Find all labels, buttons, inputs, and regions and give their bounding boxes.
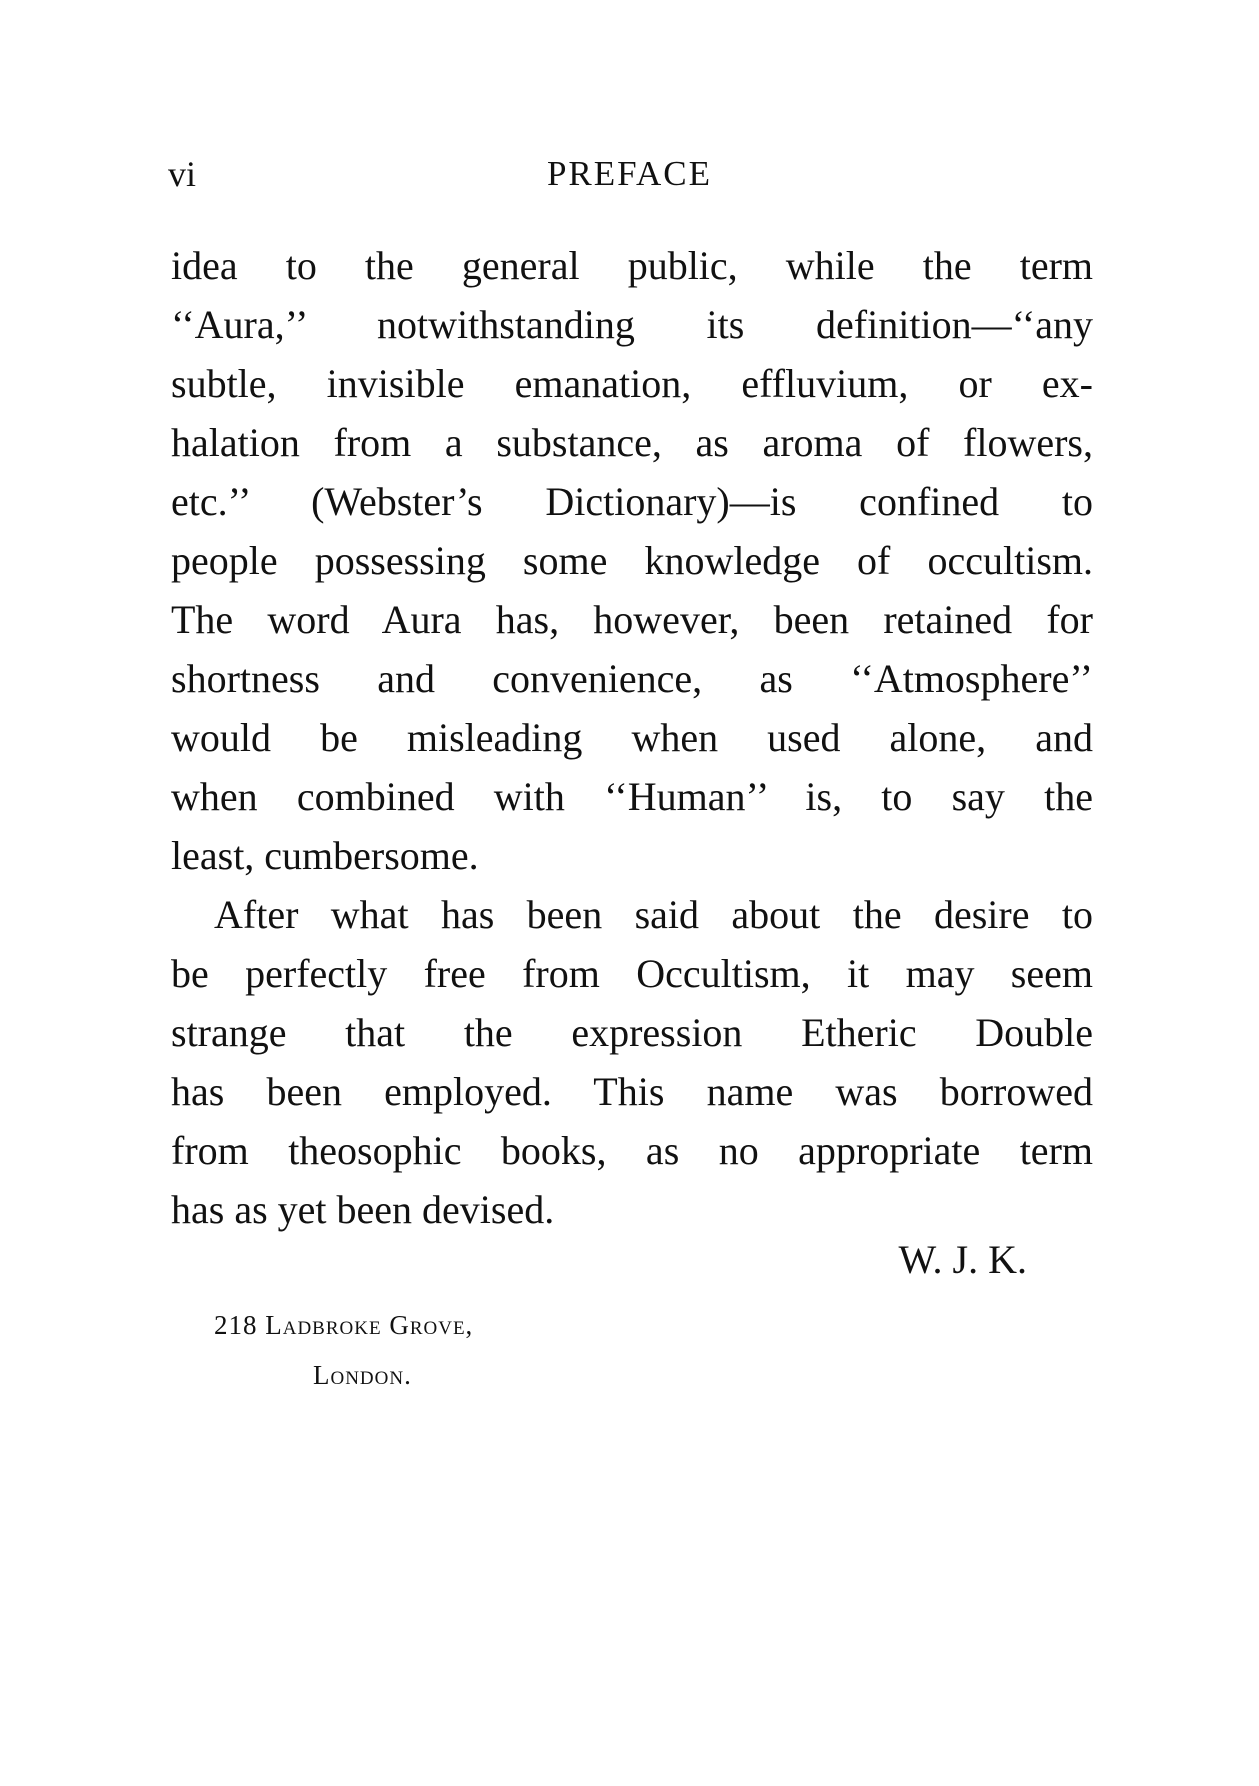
- text-line: The word Aura has, however, been retained for: [171, 597, 1093, 642]
- text-line: be perfectly free from Occultism, it may seem: [171, 951, 1093, 996]
- address-city: London.: [313, 1360, 412, 1390]
- text-line: has as yet been devised.: [171, 1187, 555, 1232]
- text-line: halation from a substance, as aroma of flowers,: [171, 420, 1093, 465]
- address-street: 218 Ladbroke Grove,: [214, 1310, 474, 1340]
- text-line: subtle, invisible emanation, effluvium, or ex-: [171, 361, 1093, 406]
- text-line: from theosophic books, as no appropriate term: [171, 1128, 1093, 1173]
- address-block: [214, 1300, 473, 1400]
- running-head: PREFACE: [546, 154, 713, 193]
- page-number: vi: [168, 154, 197, 194]
- text-line: shortness and convenience, as ‘‘Atmosphere’’: [171, 656, 1093, 701]
- text-line: idea to the general public, while the term: [171, 243, 1093, 288]
- text-line: etc.’’ (Webster’s Dictionary)—is confined to: [171, 479, 1093, 524]
- text-line: After what has been said about the desire to: [214, 892, 1093, 937]
- text-line: when combined with ‘‘Human’’ is, to say the: [171, 774, 1093, 819]
- text-line: people possessing some knowledge of occultism.: [171, 538, 1093, 583]
- signature-initials: W. J. K.: [898, 1237, 1027, 1282]
- text-line: strange that the expression Etheric Double: [171, 1010, 1093, 1055]
- preface-body: [171, 236, 1093, 1239]
- text-line: least, cumbersome.: [171, 833, 479, 878]
- text-line: ‘‘Aura,’’ notwithstanding its definition—‘‘any: [171, 302, 1093, 347]
- text-line: would be misleading when used alone, and: [171, 715, 1093, 760]
- text-line: has been employed. This name was borrowed: [171, 1069, 1093, 1114]
